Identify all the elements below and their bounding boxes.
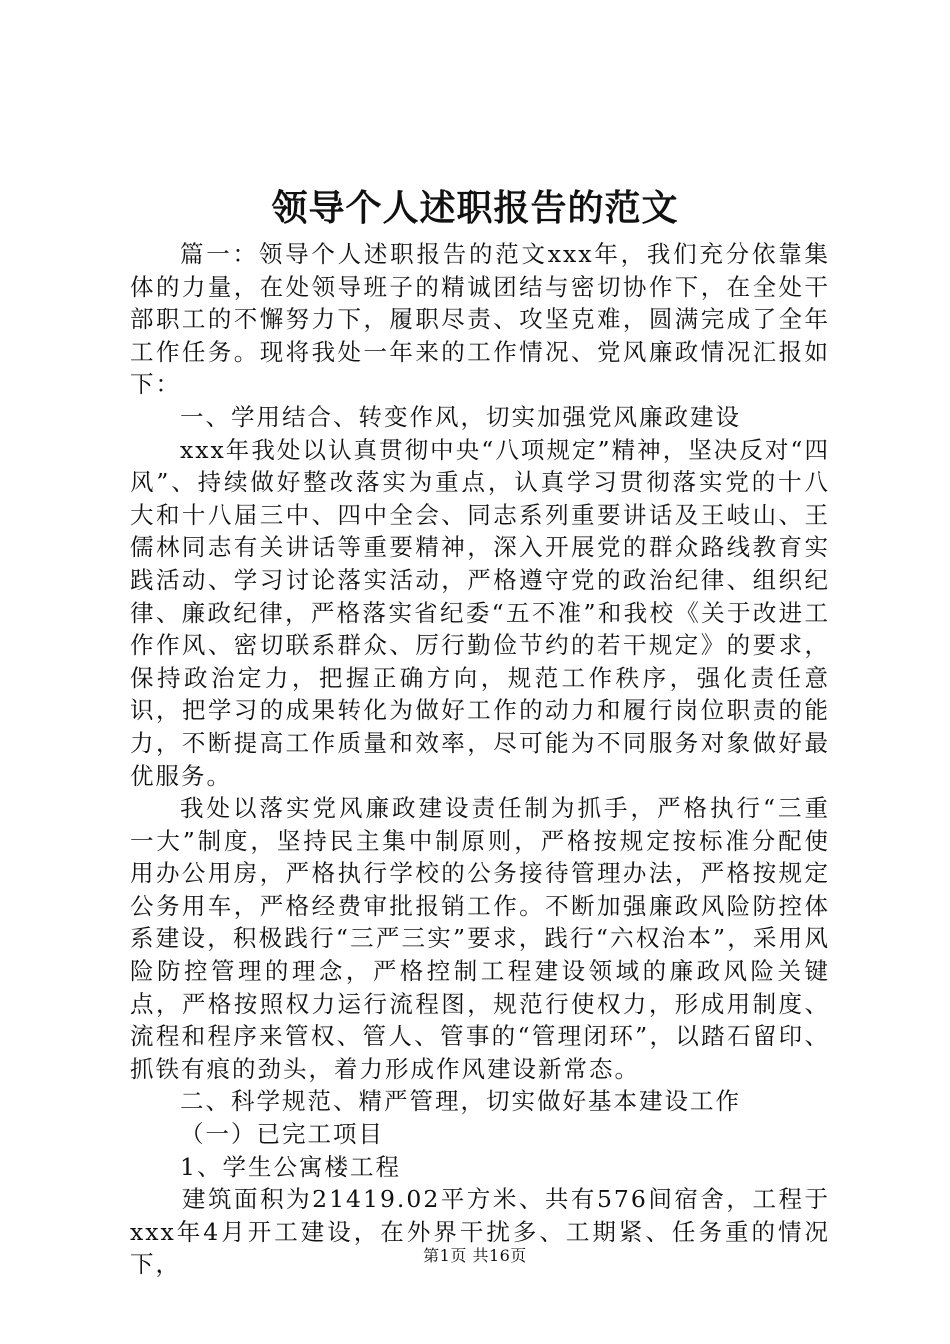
page-number-footer: 第1页 共16页 [423, 1246, 527, 1265]
document-body [130, 238, 830, 1281]
section-heading-1: 一、学用结合、转变作风，切实加强党风廉政建设 [180, 402, 741, 431]
paragraph-dormitory: 建筑面积为21419.02平方米、共有576间宿舍，工程于xxx年4月开工建设，在外界干扰多、工期紧、任务重的情况下， [130, 1185, 830, 1279]
paragraph-section-1-a: xxx年我处以认真贯彻中央“八项规定”精神，坚决反对“四风”、持续做好整改落实为重点，认真学习贯彻落实党的十八大和十八届三中、四中全会、同志系列重要讲话及王岐山、王儒林同志有关讲话等重要精神，深入开展党的群众路线教育实践活动、学习讨论落实活动，严格遵守党的政治纪律、组织纪律、廉政纪律，严格落实省纪委“五不准”和我校《关于改进工作作风、密切联系群众、厉行勤俭节约的若干规定》的要求，保持政治定力，把握正确方向，规范工作秩序，强化责任意识，把学习的成果转化为做好工作的动力和履行岗位职责的能力，不断提高工作质量和效率，尽可能为不同服务对象做好最优服务。 [130, 435, 830, 790]
subsection-heading-completed: （一）已完工项目 [180, 1120, 384, 1149]
document-title: 领导个人述职报告的范文 [271, 187, 679, 229]
paragraph-intro: 篇一：领导个人述职报告的范文xxx年，我们充分依靠集体的力量，在处领导班子的精诚团结与密切协作下，在全处干部职工的不懈努力下，履职尽责、攻坚克难，圆满完成了全年工作任务。现将我处一年来的工作情况、党风廉政情况汇报如下： [130, 240, 830, 399]
section-heading-2: 二、科学规范、精严管理，切实做好基本建设工作 [180, 1087, 741, 1116]
item-heading-dormitory: 1、学生公寓楼工程 [180, 1152, 401, 1181]
paragraph-section-1-b: 我处以落实党风廉政建设责任制为抓手，严格执行“三重一大”制度，坚持民主集中制原则，严格按规定按标准分配使用办公用房，严格执行学校的公务接待管理办法，严格按规定公务用车，严格经费审批报销工作。不断加强廉政风险防控体系建设，积极践行“三严三实”要求，践行“六权治本”，采用风险防控管理的理念，严格控制工程建设领域的廉政风险关键点，严格按照权力运行流程图，规范行使权力，形成用制度、流程和程序来管权、管人、管事的“管理闭环”，以踏石留印、抓铁有痕的劲头，着力形成作风建设新常态。 [130, 794, 830, 1083]
